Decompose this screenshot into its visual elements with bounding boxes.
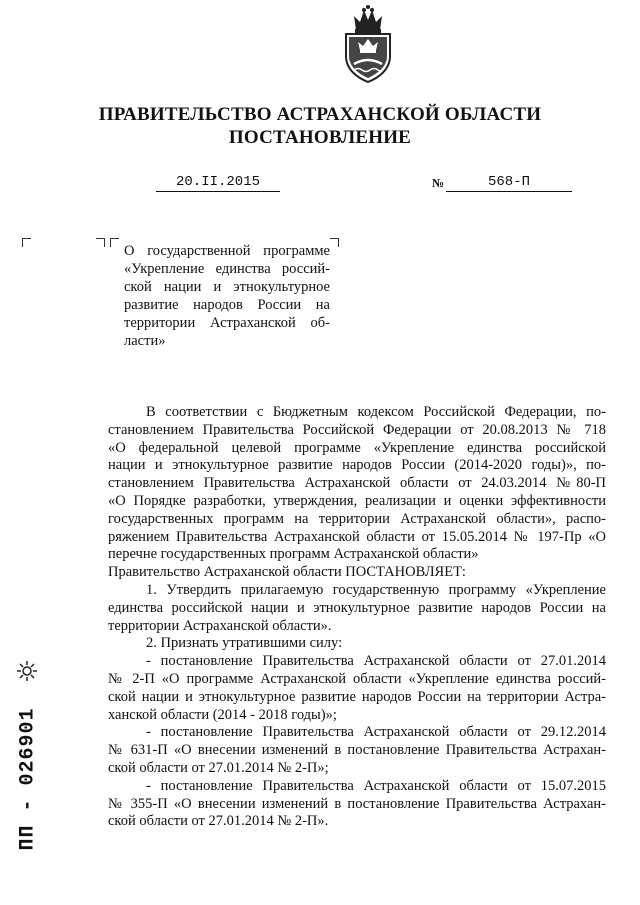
document-subject	[124, 242, 330, 350]
body-line: ряжением Правительства Астраханской области от 15.05.2014 № 197-Пр «О	[108, 528, 606, 545]
star-mark-icon	[16, 660, 38, 682]
subject-line: ской нации и этнокультурное	[124, 279, 330, 295]
body-line: В соответствии с Бюджетным кодексом Российской Федерации, по-	[146, 404, 606, 420]
body-line: № 2-П «О программе Астраханской области «Укрепление единства россий-	[108, 670, 606, 687]
body-line: «О Порядке разработки, утверждения, реализации и оценки эффективности	[108, 492, 606, 509]
document-type-title: ПОСТАНОВЛЕНИЕ	[228, 127, 412, 148]
bracket-mark	[22, 238, 31, 247]
number-sign: №	[432, 176, 445, 190]
body-line: - постановление Правительства Астраханской области от 29.12.2014	[146, 724, 606, 741]
body-line: единства российской нации и этнокультурное развитие народов России на	[108, 599, 606, 616]
subject-line: О государственной программе	[124, 243, 330, 259]
document-number: 568-П	[446, 174, 572, 192]
body-line: ской нации и этнокультурное развитие народов России на территории Астра-	[108, 688, 606, 705]
body-line: становлением Правительства Астраханской области от 24.03.2014 №80-П	[108, 475, 606, 492]
body-line: «О федеральной целевой программе «Укрепление единства российской	[108, 439, 606, 456]
document-body	[108, 404, 606, 831]
body-line: ханской области (2014 - 2018 годы)»;	[108, 706, 337, 723]
subject-line: ласти»	[124, 333, 166, 349]
body-line: - постановление Правительства Астраханской области от 15.07.2015	[146, 777, 606, 794]
serial-number-text: ПП - 026901	[16, 707, 40, 851]
body-line: ской области от 27.01.2014 № 2-П»;	[108, 759, 329, 776]
body-line: Правительство Астраханской области ПОСТАНОВЛЯЕТ:	[108, 564, 466, 581]
body-line: нации и этнокультурное развитие народов России (2014-2020 годы)», по-	[108, 457, 606, 474]
body-line: № 355-П «О внесении изменений в постановление Правительства Астрахан-	[108, 795, 606, 812]
body-line: 2. Признать утратившими силу:	[146, 635, 343, 652]
government-title: ПРАВИТЕЛЬСТВО АСТРАХАНСКОЙ ОБЛАСТИ	[98, 104, 542, 125]
subject-line: «Укрепление единства россий-	[124, 261, 330, 277]
body-line: ской области от 27.01.2014 № 2-П».	[108, 813, 329, 830]
subject-line: развитие народов России на	[124, 297, 330, 313]
body-line: становлением Правительства Российской Федерации от 20.08.2013 № 718	[108, 421, 606, 438]
bracket-mark	[330, 238, 339, 247]
body-line: № 631-П «О внесении изменений в постановление Правительства Астрахан-	[108, 742, 606, 759]
body-line: государственных программ на территории Астраханской области», распо-	[108, 510, 606, 527]
body-line: - постановление Правительства Астраханской области от 27.01.2014	[146, 653, 606, 670]
document-date: 20.II.2015	[156, 174, 280, 192]
bracket-mark	[110, 238, 119, 247]
serial-number	[14, 688, 42, 870]
subject-line: территории Астраханской об-	[124, 315, 330, 331]
body-line: территории Астраханской области».	[108, 617, 332, 634]
body-line: перечне государственных программ Астраханской области»	[108, 546, 479, 563]
bracket-mark	[96, 238, 105, 247]
body-line: 1. Утвердить прилагаемую государственную программу «Укрепление	[146, 581, 606, 598]
coat-of-arms-icon	[340, 4, 396, 84]
